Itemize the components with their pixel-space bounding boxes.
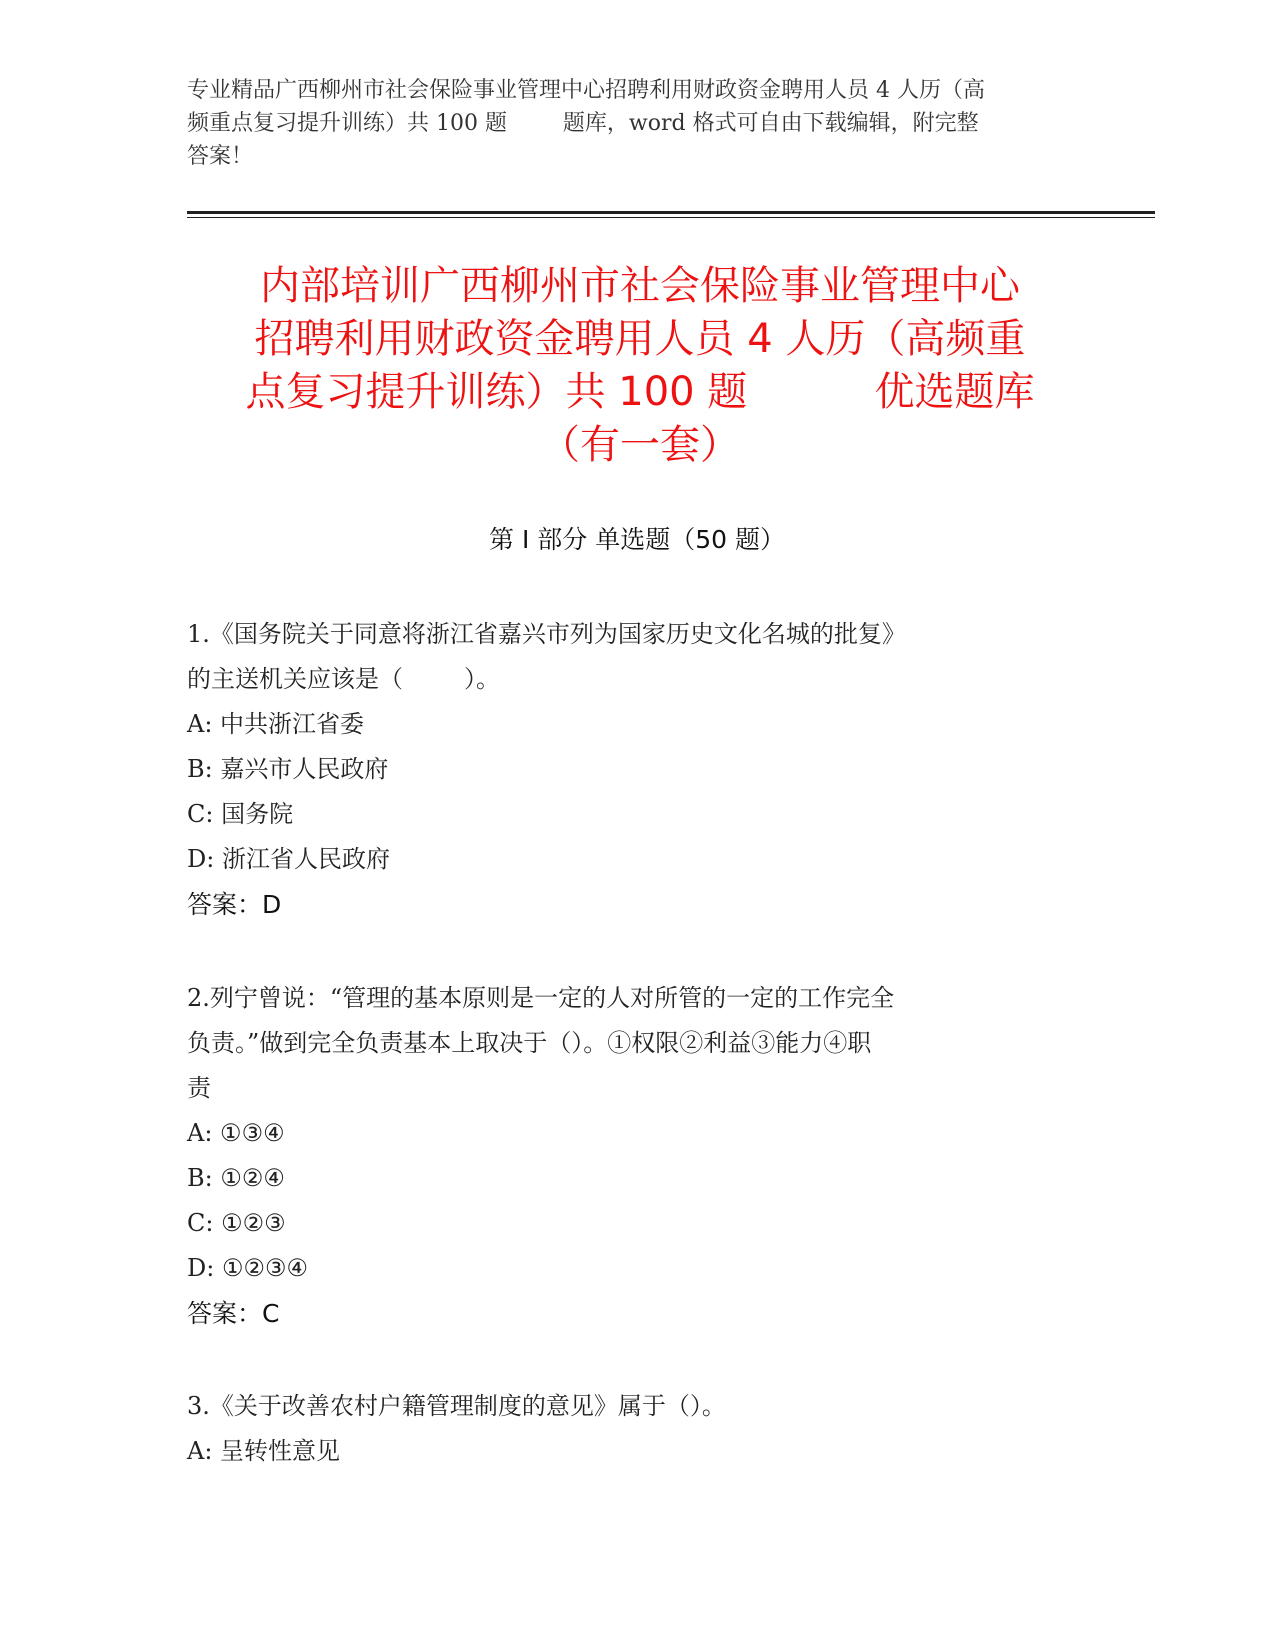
header-note-line: 专业精品广西柳州市社会保险事业管理中心招聘利用财政资金聘用人员 4 人历（高 [187, 78, 985, 103]
question-stem-line: 1.《国务院关于同意将浙江省嘉兴市列为国家历史文化名城的批复》 [187, 620, 906, 648]
option-a: A: 呈转性意见 [187, 1437, 341, 1465]
question-2 [187, 976, 1087, 1336]
question-1 [187, 612, 1087, 927]
option-b: B: 嘉兴市人民政府 [187, 755, 389, 783]
title-line: 点复习提升训练）共 100 题 优选题库 [245, 369, 1035, 415]
question-stem-line: 责 [187, 1074, 211, 1102]
question-3 [187, 1384, 1087, 1474]
header-divider-thin [187, 217, 1155, 218]
section-title: 第 I 部分 单选题（50 题） [489, 525, 785, 554]
answer: 答案：D [187, 890, 282, 919]
option-b: B: ①②④ [187, 1164, 285, 1192]
title-line: 内部培训广西柳州市社会保险事业管理中心 [260, 263, 1020, 309]
header-note-line: 频重点复习提升训练）共 100 题 题库，word 格式可自由下载编辑，附完整 [187, 111, 979, 136]
option-a: A: ①③④ [187, 1119, 285, 1147]
header-divider-thick [187, 211, 1155, 214]
option-d: D: ①②③④ [187, 1254, 309, 1282]
document-title [190, 260, 1090, 472]
question-stem-line: 的主送机关应该是（ ）。 [187, 665, 501, 693]
question-stem-line: 3.《关于改善农村户籍管理制度的意见》属于（）。 [187, 1392, 726, 1420]
option-a: A: 中共浙江省委 [187, 710, 365, 738]
title-line: 招聘利用财政资金聘用人员 4 人历（高频重 [254, 316, 1026, 362]
header-note-line: 答案！ [187, 144, 254, 169]
question-stem-line: 负责。”做到完全负责基本上取决于（）。①权限②利益③能力④职 [187, 1029, 872, 1057]
option-c: C: ①②③ [187, 1209, 286, 1237]
header-note [187, 74, 1087, 173]
title-line: （有一套） [540, 422, 740, 468]
question-stem-line: 2.列宁曾说：“管理的基本原则是一定的人对所管的一定的工作完全 [187, 984, 895, 1012]
option-d: D: 浙江省人民政府 [187, 845, 390, 873]
answer: 答案：C [187, 1299, 280, 1328]
option-c: C: 国务院 [187, 800, 294, 828]
